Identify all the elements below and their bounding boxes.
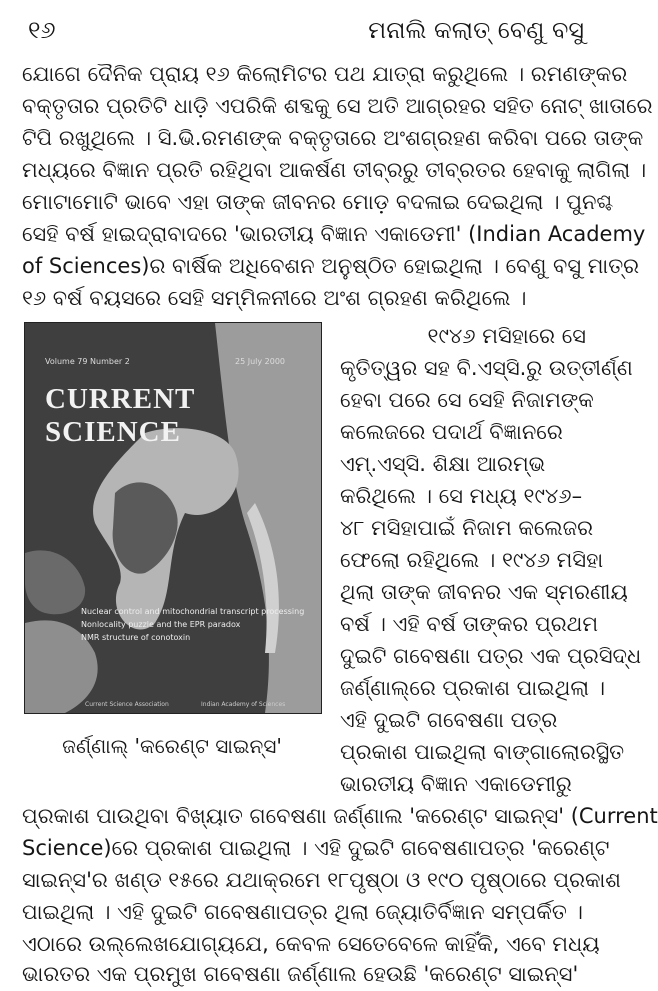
- cover-footer-right: Indian Academy of Sciences: [201, 701, 286, 708]
- text-line: କରିଥିଲେ । ସେ ମଧ୍ୟ ୧୯୪୬–: [340, 484, 583, 508]
- page-header: [0, 0, 600, 60]
- cover-line: Nuclear control and mitochondrial transcript processing: [81, 607, 305, 616]
- text-line: କୃତିତ୍ୱର ସହ ବି.ଏସ୍‌ସି.ରୁ ଉତ୍ତୀର୍ଣ୍ଣ: [340, 356, 633, 380]
- text-line: ସାଇନ୍‌ସ'ର ଖଣ୍ଡ ୧୫ରେ ଯଥାକ୍ରମେ ୧୮ପୃଷ୍ଠା ଓ ୧୯୦ ପୃଷ୍ଠାରେ ପ୍ରକାଶ: [22, 868, 621, 892]
- text-line: ପ୍ରକାଶ ପାଇଥିଲା ବାଙ୍ଗାଲୋରସ୍ଥିତ: [340, 740, 625, 764]
- text-line: ଜର୍ଣ୍ଣାଲ୍‌ରେ ପ୍ରକାଶ ପାଇଥିଲା ।: [340, 676, 606, 700]
- cover-title: CURRENT SCIENCE: [45, 383, 195, 448]
- text-line: ଟିପି ରଖୁଥିଲେ । ସି.ଭି.ରମଣଙ୍କ ବକ୍ତୃତାରେ ଅଂଶଗ୍ରହଣ କରିବା ପରେ ତାଙ୍କ: [22, 126, 644, 150]
- cover-date: 25 July 2000: [234, 357, 285, 366]
- cover-footer-left: Current Science Association: [85, 701, 169, 708]
- text-line: କଲେଜରେ ପଦାର୍ଥ ବିଜ୍ଞାନରେ: [340, 420, 563, 444]
- page-number: ୧୬: [28, 16, 56, 44]
- text-line: ୪୮ ମସିହାପାଇଁ ନିଜାମ କଲେଜର: [340, 516, 594, 540]
- running-title: ମନାଲି କଲାତ୍ ବେଣୁ ବସୁ: [368, 16, 584, 44]
- text-line: ପ୍ରକାଶ ପାଉଥିବା ବିଖ୍ୟାତ ଗବେଷଣା ଜର୍ଣ୍ଣାଲ 'କରେଣ୍ଟ ସାଇନ୍‌ସ' (Current: [22, 804, 658, 828]
- text-line: ଏଠାରେ ଉଲ୍ଲେଖଯୋଗ୍ୟଯେ, କେବଳ ସେତେବେଳେ କାହିଁକି, ଏବେ ମଧ୍ୟ: [22, 932, 600, 956]
- text-line: ଭାରତୀୟ ବିଜ୍ଞାନ ଏକାଡେମୀରୁ: [340, 772, 572, 796]
- text-line: ଦୁଇଟି ଗବେଷଣା ପତ୍ର ଏକ ପ୍ରସିଦ୍ଧ: [340, 644, 642, 668]
- text-line: ଯୋଗେ ଦୈନିକ ପ୍ରାୟ ୧୬ କିଲୋମିଟର ପଥ ଯାତ୍ରା କରୁଥିଲେ । ରମଣଙ୍କର: [22, 62, 628, 86]
- text-line: ୧୯୪୬ ମସିହାରେ ସେ: [427, 324, 586, 348]
- cover-volume-number: Volume 79 Number 2: [45, 357, 130, 366]
- text-line: ମଧ୍ୟରେ ବିଜ୍ଞାନ ପ୍ରତି ରହିଥିବା ଆକର୍ଷଣ ତୀବ୍ରରୁ ତୀବ୍ରତର ହେବାକୁ ଲାଗିଲା ।: [22, 158, 647, 182]
- cover-map-graphic: [25, 323, 321, 713]
- text-line: ଫେଲୋ ରହିଥିଲେ । ୧୯୪୬ ମସିହା: [340, 548, 604, 572]
- text-line: ମୋଟାମୋଟି ଭାବେ ଏହା ତାଙ୍କ ଜୀବନର ମୋଡ଼ ବଦଳାଇ ଦେଇଥିଲା । ପୁନଶ୍ଚ: [22, 190, 614, 214]
- text-line: Science)ରେ ପ୍ରକାଶ ପାଇଥିଲା । ଏହି ଦୁଇଟି ଗବେଷଣାପତ୍ର 'କରେଣ୍ଟ: [22, 836, 610, 860]
- text-line: ବକ୍ତୃତାର ପ୍ରତିଟି ଧାଡ଼ି ଏପରିକି ଶବ୍ଦକୁ ସେ ଅତି ଆଗ୍ରହର ସହିତ ନୋଟ୍ ଖାତାରେ: [22, 94, 653, 118]
- text-line: ହେବା ପରେ ସେ ସେହି ନିଜାମଙ୍କ: [340, 388, 594, 412]
- text-line: ଏହି ଦୁଇଟି ଗବେଷଣା ପତ୍ର: [340, 708, 558, 732]
- text-line: of Sciences)ର ବାର୍ଷିକ ଅଧିବେଶନ ଅନୁଷ୍ଠିତ ହୋଇଥିଲା । ବେଣୁ ବସୁ ମାତ୍ର: [22, 254, 640, 278]
- figure-caption: ଜର୍ଣ୍ଣାଲ୍ 'କରେଣ୍ଟ ସାଇନ୍‌ସ': [62, 734, 282, 758]
- text-line: ଭାରତର ଏକ ପ୍ରମୁଖ ଗବେଷଣା ଜର୍ଣ୍ଣାଲ ହେଉଛି 'କରେଣ୍ଟ ସାଇନ୍‌ସ': [22, 962, 579, 986]
- text-line: ପାଇଥିଲା । ଏହି ଦୁଇଟି ଗବେଷଣାପତ୍ର ଥିଲା ଜ୍ୟୋତିର୍ବିଜ୍ଞାନ ସମ୍ପର୍କିତ ।: [22, 900, 583, 924]
- text-line: ୧୬ ବର୍ଷ ବୟସରେ ସେହି ସମ୍ମିଳନୀରେ ଅଂଶ ଗ୍ରହଣ କରିଥିଲେ ।: [22, 286, 527, 310]
- text-line: ବର୍ଷ । ଏହି ବର୍ଷ ତାଙ୍କର ପ୍ରଥମ: [340, 612, 599, 636]
- cover-line: Nonlocality puzzle and the EPR paradox: [81, 620, 241, 629]
- text-line: ଥିଲା ତାଙ୍କ ଜୀବନର ଏକ ସ୍ମରଣୀୟ: [340, 580, 628, 604]
- text-line: ଏମ୍.ଏସ୍‌ସି. ଶିକ୍ଷା ଆରମ୍ଭ: [340, 452, 546, 476]
- cover-contents: [81, 605, 311, 644]
- text-line: ସେହି ବର୍ଷ ହାଇଦ୍ରାବାଦରେ 'ଭାରତୀୟ ବିଜ୍ଞାନ ଏକାଡେମୀ' (Indian Academy: [22, 222, 646, 246]
- journal-cover-image: [24, 322, 322, 714]
- cover-line: NMR structure of conotoxin: [81, 633, 191, 642]
